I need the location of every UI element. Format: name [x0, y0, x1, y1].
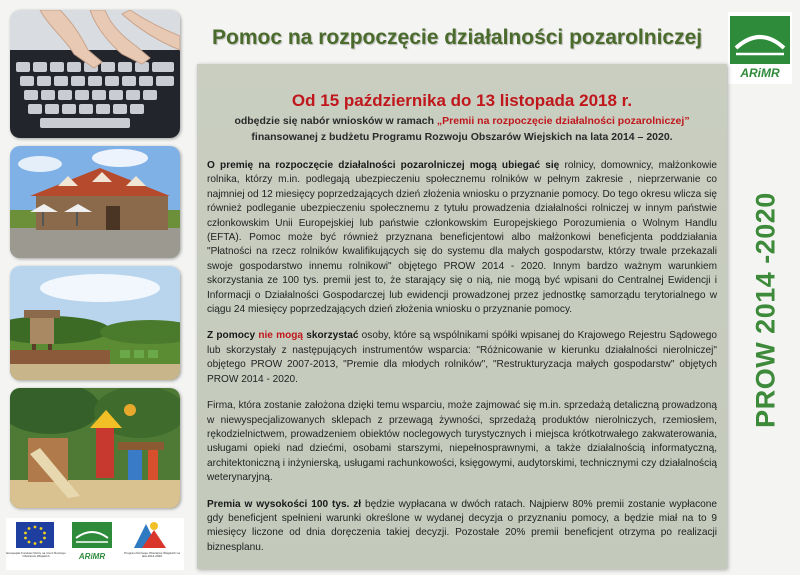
enrollment-dates: Od 15 października do 13 listopada 2018 r. [291, 91, 633, 110]
playground-photo [10, 388, 180, 508]
arimr-logo [728, 12, 792, 84]
exclusions-lead-b: skorzystać [303, 330, 359, 342]
payment-body: będzie wypłacana w dwóch ratach. Najpierw 80% premii zostanie wypłacone gdy beneficjent spełnieni warunki określone w wydanej decyzja o przyznaniu pomocy, a będzie miał na to 9 miesięcy liczone od dnia doręczenia takiej decyzji. Pozostałe 20% premii beneficjent otrzyma po realizacji biznesplanu. [207, 498, 717, 553]
program-name: „Premii na rozpoczęcie działalności pozarolniczej” [436, 115, 690, 127]
payment-paragraph [207, 498, 717, 556]
intro-before: odbędzie się nabór wniosków w ramach [234, 115, 437, 127]
inn-photo [10, 146, 180, 258]
eligibility-body: rolnicy, domownicy, małżonkowie rolnika, którzy m.in. podlegają ubezpieczeniu społecznemu rolników w pełnym zakresie , nieprzerwanie co najmniej od 12 miesięcy poprzedzających dzień złożenia wniosku o przyznanie pomocy. Do tego okresu wlicza się również podleganie ubezpieczeniu społecznemu z tytułu prowadzenia działalności rolniczej w innym państwie członkowskim Unii Europejskiej lub państwie członkowskim Europejskiego Porozumienia o Wolnym Handlu (EFTA). Pomoc może być również przyznana beneficjentowi albo małżonkowi beneficjenta poddziałania "Płatności na rzecz rolników kwalifikujących się do systemu dla małych gospodarstw, którzy trwale przekazali swoje gospodarstwo innemu rolnikowi" objętego PROW 2014 - 2020. Innym bardzo ważnym warunkiem skorzystania ze 100 tys. premii jest to, że starający się o nią, nie mogą być wpisani do Centralnej Ewidencji i Informacji o Działalności Gospodarczej lub ewidencji prowadzonej przez jednostkę samorządu terytorialnego w ciągu 24 miesięcy poprzedzających dzień złożenia wniosku o przyznanie pomocy. [207, 160, 717, 316]
eligibility-paragraph [207, 159, 717, 317]
exclusions-body: osoby, które są wspólnikami spółki wpisanej do Krajowego Rejestru Sądowego lub skorzystały z następujących instrumentów wsparcia: "Różnicowanie w kierunku działalności nierolniczej" objętego PROW 2007-2013, "Premie dla młodych rolników", "Restrukturyzacja małych gospodarstw" objętych PROW 2014 - 2020. [207, 330, 717, 385]
eu-caption: Europejski Fundusz Rolny na rzecz Rozwoju Obszarów Wiejskich [6, 551, 66, 559]
eu-flag-logo [16, 522, 54, 548]
exclusions-paragraph [207, 329, 717, 387]
prow-side-label [746, 175, 786, 445]
announcement-panel [197, 64, 727, 569]
photo-column [0, 0, 190, 575]
page-title: Pomoc na rozpoczęcie działalności pozarolniczej [212, 26, 703, 49]
exclusions-lead-a: Z pomocy [207, 330, 259, 342]
payment-lead: Premia w wysokości 100 tys. zł [207, 498, 362, 510]
campsite-photo [10, 266, 180, 380]
intro-after: finansowanej z budżetu Programu Rozwoju Obszarów Wiejskich na lata 2014 – 2020. [251, 131, 673, 143]
funding-logos [6, 518, 184, 570]
eligibility-lead: O premię na rozpoczęcie działalności pozarolniczej mogą ubiegać się [207, 160, 560, 171]
arimr-logo-text: ARiMR [740, 66, 780, 80]
arimr-small-text: ARiMR [78, 552, 106, 561]
arimr-small-logo [72, 522, 112, 548]
prow-side-text: PROW 2014 -2020 [750, 192, 781, 428]
exclusions-lead-red: nie mogą [258, 330, 304, 342]
intro-text [207, 113, 717, 145]
keyboard-photo [10, 10, 180, 138]
prow-caption: Program Rozwoju Obszarów Wiejskich na lata 2014-2020 [124, 551, 180, 559]
prow-small-logo [134, 522, 166, 548]
business-scope-paragraph: Firma, która zostanie założona dzięki temu wsparciu, może zajmować się m.in. sprzedażą detaliczną prowadzoną w niewyspecjalizowanych sklepach z przewagą żywności, sprzedażą produktów nierolniczych, rzemiosłem, rękodzielnictwem, prowadzeniem obiektów noclegowych turystycznych i miejsca krótkotrwałego zakwaterowania, usługami opieki nad dziećmi, osobami starszymi, niepełnosprawnymi, a także działalnością informatyczną, architektoniczną i inżynierską, usługami rachunkowości, księgowymi, audytorskimi, technicznymi czy działalnością weterynaryjną. [207, 400, 717, 484]
